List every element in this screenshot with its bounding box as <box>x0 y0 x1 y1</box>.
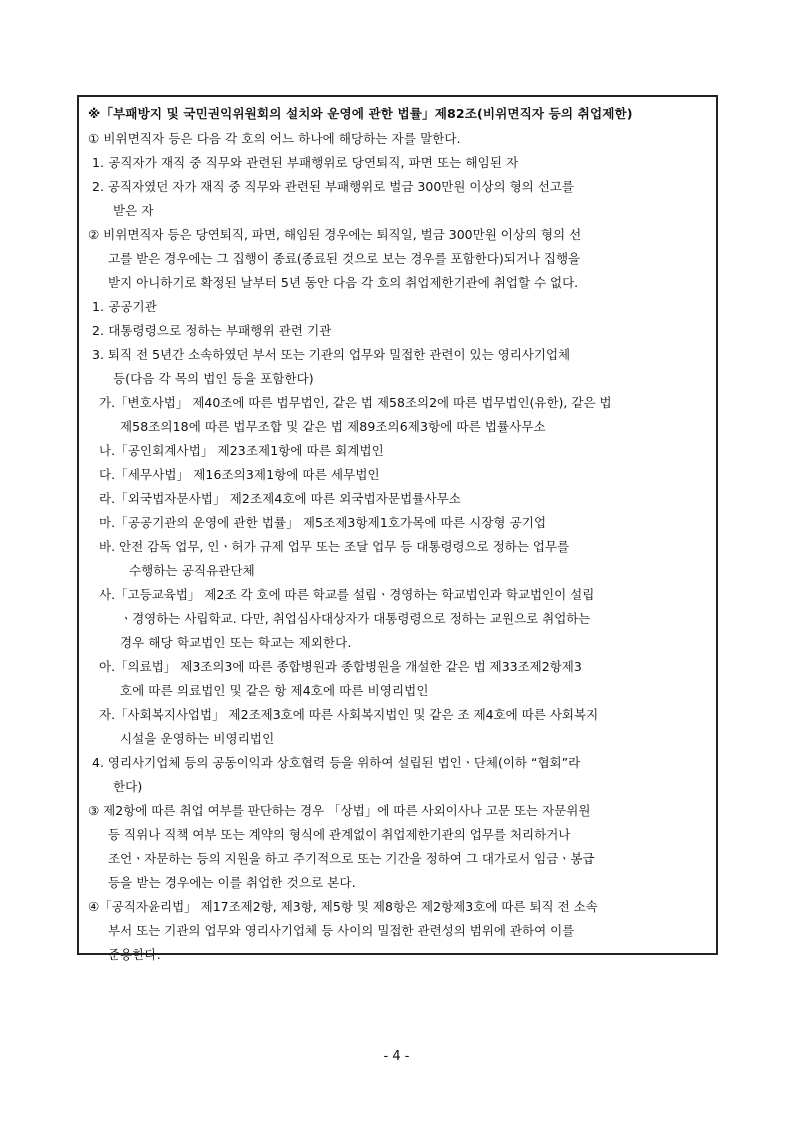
paragraph-line: 나.「공인회계사법」 제23조제1항에 따른 회계법인 <box>99 443 384 458</box>
paragraph-line: ③ 제2항에 따른 취업 여부를 판단하는 경우 「상법」에 따른 사외이사나 고문 또는 자문위원 <box>88 803 591 818</box>
paragraph-line: 받은 자 <box>113 203 154 218</box>
paragraph-line: 고를 받은 경우에는 그 집행이 종료(종료된 것으로 보는 경우를 포함한다)되거나 집행을 <box>108 251 581 266</box>
paragraph-line: ① 비위면직자 등은 다음 각 호의 어느 하나에 해당하는 자를 말한다. <box>88 131 461 146</box>
paragraph-line: 바. 안전 감독 업무, 인ㆍ허가 규제 업무 또는 조달 업무 등 대통령령으로 정하는 업무를 <box>99 539 570 554</box>
page-number: - 4 - <box>383 1049 410 1064</box>
paragraph-line: ② 비위면직자 등은 당연퇴직, 파면, 해임된 경우에는 퇴직일, 벌금 300만원 이상의 형의 선 <box>88 227 582 242</box>
paragraph-line: 조언ㆍ자문하는 등의 지원을 하고 주기적으로 또는 기간을 정하여 그 대가로서 임금ㆍ봉급 <box>108 851 595 866</box>
paragraph-line: 마.「공공기관의 운영에 관한 법률」 제5조제3항제1호가목에 따른 시장형 공기업 <box>99 515 547 530</box>
paragraph-line: 1. 공직자가 재직 중 직무와 관련된 부패행위로 당연퇴직, 파면 또는 해임된 자 <box>92 155 519 170</box>
law-title: ※「부패방지 및 국민권익위원회의 설치와 운영에 관한 법률」제82조(비위면직자 등의 취업제한) <box>88 106 633 121</box>
paragraph-line: 사.「고등교육법」 제2조 각 호에 따른 학교를 설립ㆍ경영하는 학교법인과 학교법인이 설립 <box>99 587 595 602</box>
paragraph-line: 한다) <box>113 779 143 794</box>
paragraph-line: 제58조의18에 따른 법무조합 및 같은 법 제89조의6제3항에 따른 법률사무소 <box>120 419 546 434</box>
paragraph-line: ④「공직자윤리법」 제17조제2항, 제3항, 제5항 및 제8항은 제2항제3호에 따른 퇴직 전 소속 <box>88 899 598 914</box>
paragraph-line: 라.「외국법자문사법」 제2조제4호에 따른 외국법자문법률사무소 <box>99 491 461 506</box>
paragraph-line: 가.「변호사법」 제40조에 따른 법무법인, 같은 법 제58조의2에 따른 법무법인(유한), 같은 법 <box>99 395 612 410</box>
paragraph-line: 등 직위나 직책 여부 또는 계약의 형식에 관계없이 취업제한기관의 업무를 처리하거나 <box>108 827 571 842</box>
paragraph-line: 다.「세무사법」 제16조의3제1항에 따른 세무법인 <box>99 467 380 482</box>
paragraph-line: 부서 또는 기관의 업무와 영리사기업체 등 사이의 밀접한 관련성의 범위에 관하여 이를 <box>108 923 575 938</box>
paragraph-line: 호에 따른 의료법인 및 같은 항 제4호에 따른 비영리법인 <box>120 683 429 698</box>
paragraph-line: 등(다음 각 목의 법인 등을 포함한다) <box>113 371 314 386</box>
paragraph-line: 3. 퇴직 전 5년간 소속하였던 부서 또는 기관의 업무와 밀접한 관련이 있는 영리사기업체 <box>92 347 571 362</box>
paragraph-line: 1. 공공기관 <box>92 299 157 314</box>
paragraph-line: 시설을 운영하는 비영리법인 <box>120 731 275 746</box>
paragraph-line: ㆍ경영하는 사립학교. 다만, 취업심사대상자가 대통령령으로 정하는 교원으로 취업하는 <box>120 611 591 626</box>
paragraph-line: 등을 받는 경우에는 이를 취업한 것으로 본다. <box>108 875 356 890</box>
paragraph-line: 아.「의료법」 제3조의3에 따른 종합병원과 종합병원을 개설한 같은 법 제33조제2항제3 <box>99 659 582 674</box>
paragraph-line: 받지 아니하기로 확정된 날부터 5년 동안 다음 각 호의 취업제한기관에 취업할 수 없다. <box>108 275 579 290</box>
paragraph-line: 2. 공직자였던 자가 재직 중 직무와 관련된 부패행위로 벌금 300만원 이상의 형의 선고를 <box>92 179 574 194</box>
paragraph-line: 자.「사회복지사업법」 제2조제3호에 따른 사회복지법인 및 같은 조 제4호에 따른 사회복지 <box>99 707 599 722</box>
paragraph-line: 준용한다. <box>108 947 161 962</box>
paragraph-line: 2. 대통령령으로 정하는 부패행위 관련 기관 <box>92 323 332 338</box>
paragraph-line: 4. 영리사기업체 등의 공동이익과 상호협력 등을 위하여 설립된 법인ㆍ단체(이하 “협회”라 <box>92 755 581 770</box>
paragraph-line: 수행하는 공직유관단체 <box>129 563 255 578</box>
paragraph-line: 경우 해당 학교법인 또는 학교는 제외한다. <box>120 635 352 650</box>
